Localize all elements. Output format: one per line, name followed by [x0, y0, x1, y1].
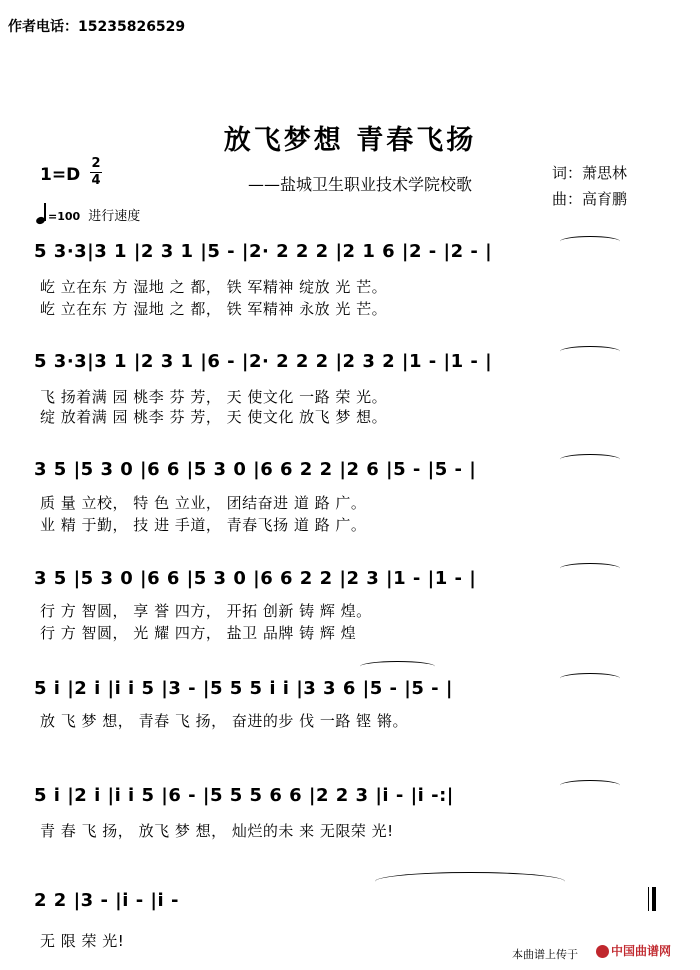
tie-mark	[560, 780, 620, 791]
tie-mark	[560, 454, 620, 465]
quarter-note-icon	[36, 202, 48, 224]
time-signature	[90, 157, 102, 188]
lyricist: 词：萧思林	[552, 164, 628, 182]
composer: 曲：高育鹏	[552, 190, 628, 208]
time-signature-top: 2	[91, 156, 101, 171]
tie-mark	[560, 563, 620, 574]
lyric-line-4a: 行 方 智圆， 享 誉 四方， 开拓 创新 铸 辉 煌。	[40, 602, 372, 620]
lyric-line-3a: 质 量 立校， 特 色 立业， 团结奋进 道 路 广。	[40, 494, 367, 512]
notation-line-3: 3 5 |5 3 0 |6 6 |5 3 0 |6 6 2 2 |2 6 |5 - |5 - |	[34, 459, 477, 480]
lyric-line-2a: 飞 扬着满 园 桃李 芬 芳， 天 使文化 一路 荣 光。	[40, 388, 388, 406]
tie-mark	[560, 673, 620, 684]
tie-mark	[375, 872, 565, 891]
tie-mark	[560, 346, 620, 357]
key-signature: 1=D	[40, 165, 81, 185]
notation-line-2: 5 3·3|3 1 |2 3 1 |6 - |2· 2 2 2 |2 3 2 |1 - |1 - |	[34, 351, 493, 372]
site-logo-icon	[596, 945, 609, 958]
notation-line-4: 3 5 |5 3 0 |6 6 |5 3 0 |6 6 2 2 |2 3 |1 - |1 - |	[34, 568, 477, 589]
notation-line-1: 5 3·3|3 1 |2 3 1 |5 - |2· 2 2 2 |2 1 6 |2 - |2 - |	[34, 241, 493, 262]
lyric-line-2b: 绽 放着满 园 桃李 芬 芳， 天 使文化 放飞 梦 想。	[40, 408, 388, 426]
credits	[552, 160, 627, 212]
lyric-line-5: 放 飞 梦 想， 青春 飞 扬， 奋进的步 伐 一路 铿 锵。	[40, 712, 408, 730]
author-contact: 作者电话：15235826529	[8, 19, 186, 35]
notation-line-7: 2 2 |3 - |i - |i -	[34, 890, 179, 911]
lyric-line-6: 青 春 飞 扬， 放飞 梦 想， 灿烂的未 来 无限荣 光!	[40, 822, 394, 840]
tempo-bpm: =100	[48, 210, 81, 223]
lyric-line-1b: 屹 立在东 方 湿地 之 都， 铁 军精神 永放 光 芒。	[40, 300, 388, 318]
time-signature-bottom: 4	[91, 173, 101, 188]
song-subtitle: ——盐城卫生职业技术学院校歌	[248, 175, 473, 194]
tempo-marking	[36, 202, 140, 224]
tie-mark	[560, 236, 620, 247]
lyric-line-1a: 屹 立在东 方 湿地 之 都， 铁 军精神 绽放 光 芒。	[40, 278, 388, 296]
notation-line-5: 5 i |2 i |i i 5 |3 - |5 5 5 i i |3 3 6 |5 - |5 - |	[34, 678, 453, 699]
site-name: 中国曲谱网	[611, 944, 672, 958]
lyric-line-7: 无 限 荣 光!	[40, 932, 125, 950]
slur-mark	[360, 661, 435, 672]
tempo-description: 进行速度	[88, 209, 141, 224]
site-logo[interactable]	[596, 942, 671, 959]
song-title: 放飞梦想 青春飞扬	[223, 125, 477, 156]
final-barline	[648, 887, 656, 911]
notation-line-6: 5 i |2 i |i i 5 |6 - |5 5 5 6 6 |2 2 3 |i - |i -:|	[34, 785, 454, 806]
lyric-line-3b: 业 精 于勤， 技 进 手道， 青春飞扬 道 路 广。	[40, 516, 367, 534]
upload-note: 本曲谱上传于	[512, 948, 578, 961]
lyric-line-4b: 行 方 智圆， 光 耀 四方， 盐卫 品牌 铸 辉 煌	[40, 624, 357, 642]
